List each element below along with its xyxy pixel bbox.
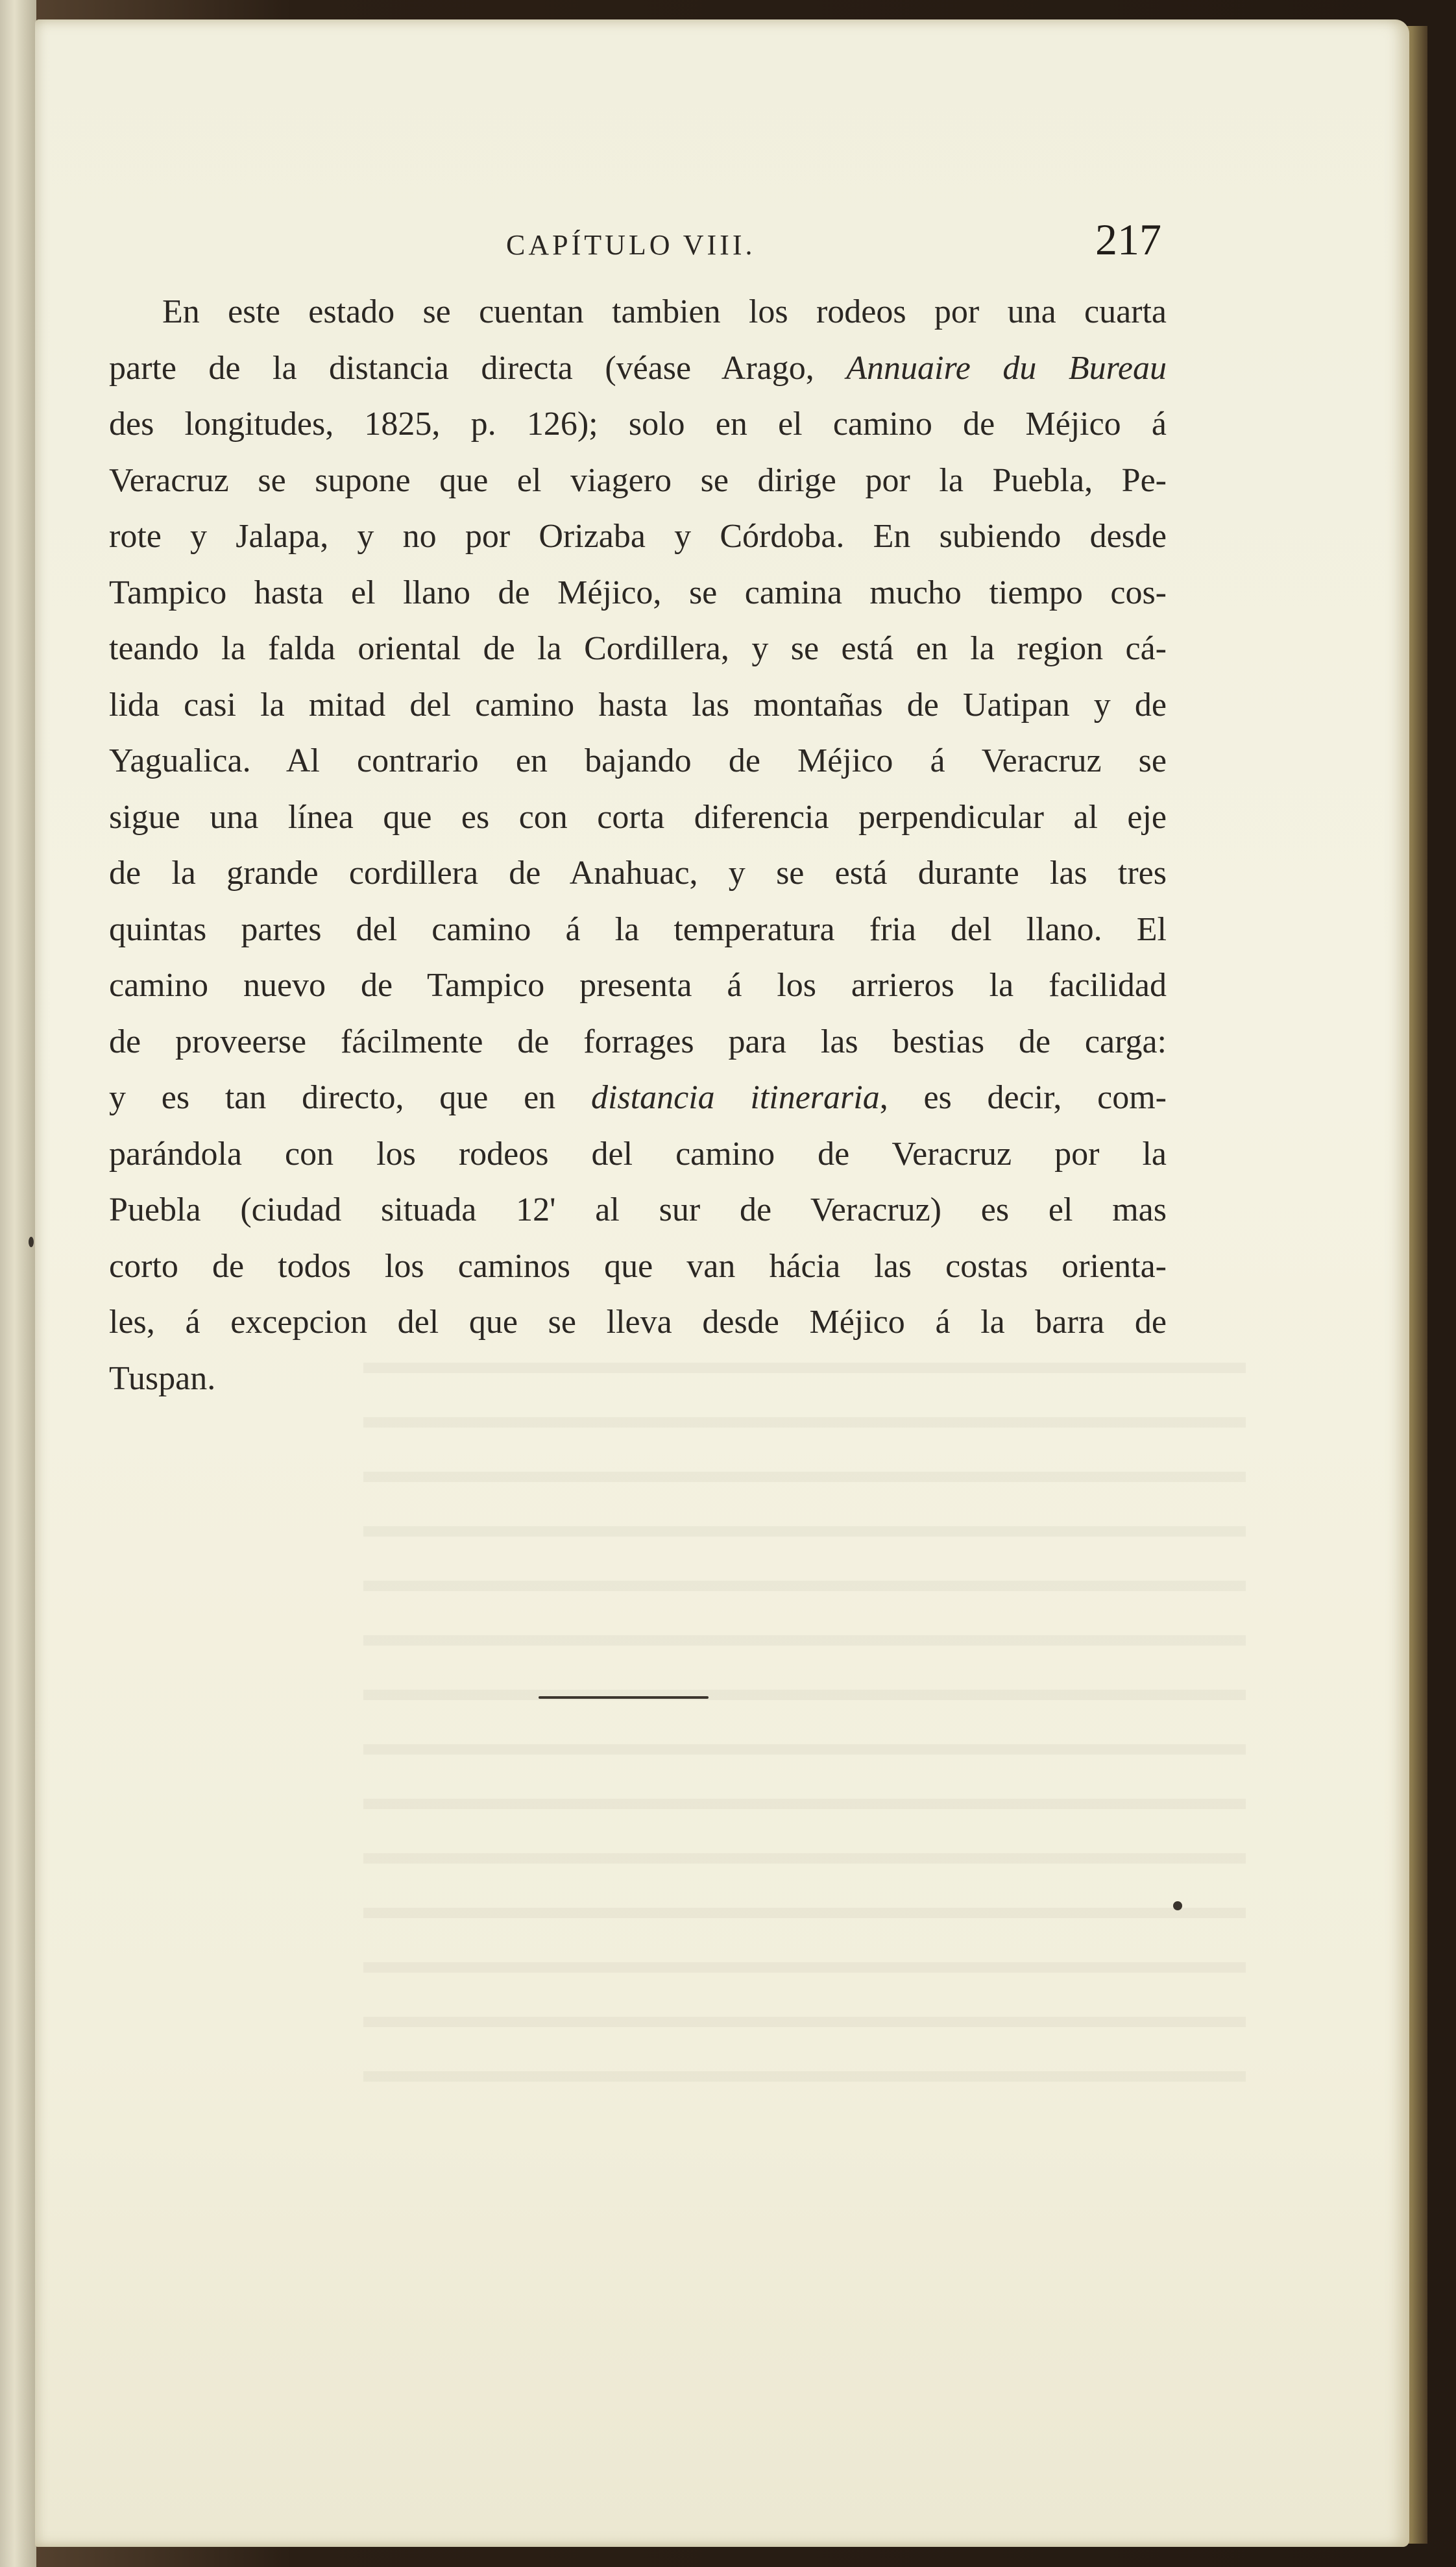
text-line: teando la falda oriental de la Cordillera, y se está en la region cá- bbox=[109, 630, 1167, 667]
page-number: 217 bbox=[1095, 215, 1161, 264]
text-line: de proveerse fácilmente de forrages para las bestias de carga: bbox=[109, 1023, 1167, 1060]
text-line: des longitudes, 1825, p. 126); solo en el camino de Méjico á bbox=[109, 406, 1167, 443]
ink-spot bbox=[1173, 1901, 1182, 1910]
text-segment: parte de la distancia directa (véase Arago, bbox=[109, 349, 847, 387]
text-line: lida casi la mitad del camino hasta las montañas de Uatipan y de bbox=[109, 686, 1167, 724]
text-line: parándola con los rodeos del camino de Veracruz por la bbox=[109, 1135, 1167, 1173]
page-header bbox=[0, 214, 1456, 279]
italic-title: Annuaire du Bureau bbox=[846, 349, 1167, 387]
text-line: En este estado se cuentan tambien los rodeos por una cuarta bbox=[162, 293, 1167, 330]
text-line: Tampico hasta el llano de Méjico, se camina mucho tiempo cos- bbox=[109, 574, 1167, 611]
text-line: quintas partes del camino á la temperatura fria del llano. El bbox=[109, 910, 1167, 948]
text-line: camino nuevo de Tampico presenta á los arrieros la facilidad bbox=[109, 967, 1167, 1004]
running-head: CAPÍTULO VIII. bbox=[506, 229, 756, 261]
body-text bbox=[109, 284, 1167, 1407]
text-line: Puebla (ciudad situada 12' al sur de Veracruz) es el mas bbox=[109, 1191, 1167, 1228]
text-line: corto de todos los caminos que van hácia las costas orienta- bbox=[109, 1247, 1167, 1285]
bleed-through-text bbox=[363, 1337, 1246, 2115]
text-line: les, á excepcion del que se lleva desde Méjico á la barra de bbox=[109, 1304, 1167, 1341]
italic-term: distancia itineraria bbox=[590, 1079, 880, 1116]
text-segment: , es decir, com- bbox=[879, 1079, 1167, 1116]
left-page-edge bbox=[0, 0, 36, 2567]
text-line: sigue una línea que es con corta diferencia perpendicular al eje bbox=[109, 798, 1167, 836]
text-line: de la grande cordillera de Anahuac, y se está durante las tres bbox=[109, 855, 1167, 892]
text-line: Yagualica. Al contrario en bajando de Méjico á Veracruz se bbox=[109, 742, 1167, 779]
text-line bbox=[109, 341, 1167, 397]
text-line: Veracruz se supone que el viagero se dirige por la Puebla, Pe- bbox=[109, 461, 1167, 499]
text-line: Tuspan. bbox=[109, 1359, 216, 1397]
ink-spot bbox=[29, 1237, 34, 1247]
text-segment: y es tan directo, que en bbox=[109, 1079, 591, 1116]
text-line bbox=[109, 1070, 1167, 1126]
text-line: rote y Jalapa, y no por Orizaba y Córdoba. En subiendo desde bbox=[109, 518, 1167, 555]
